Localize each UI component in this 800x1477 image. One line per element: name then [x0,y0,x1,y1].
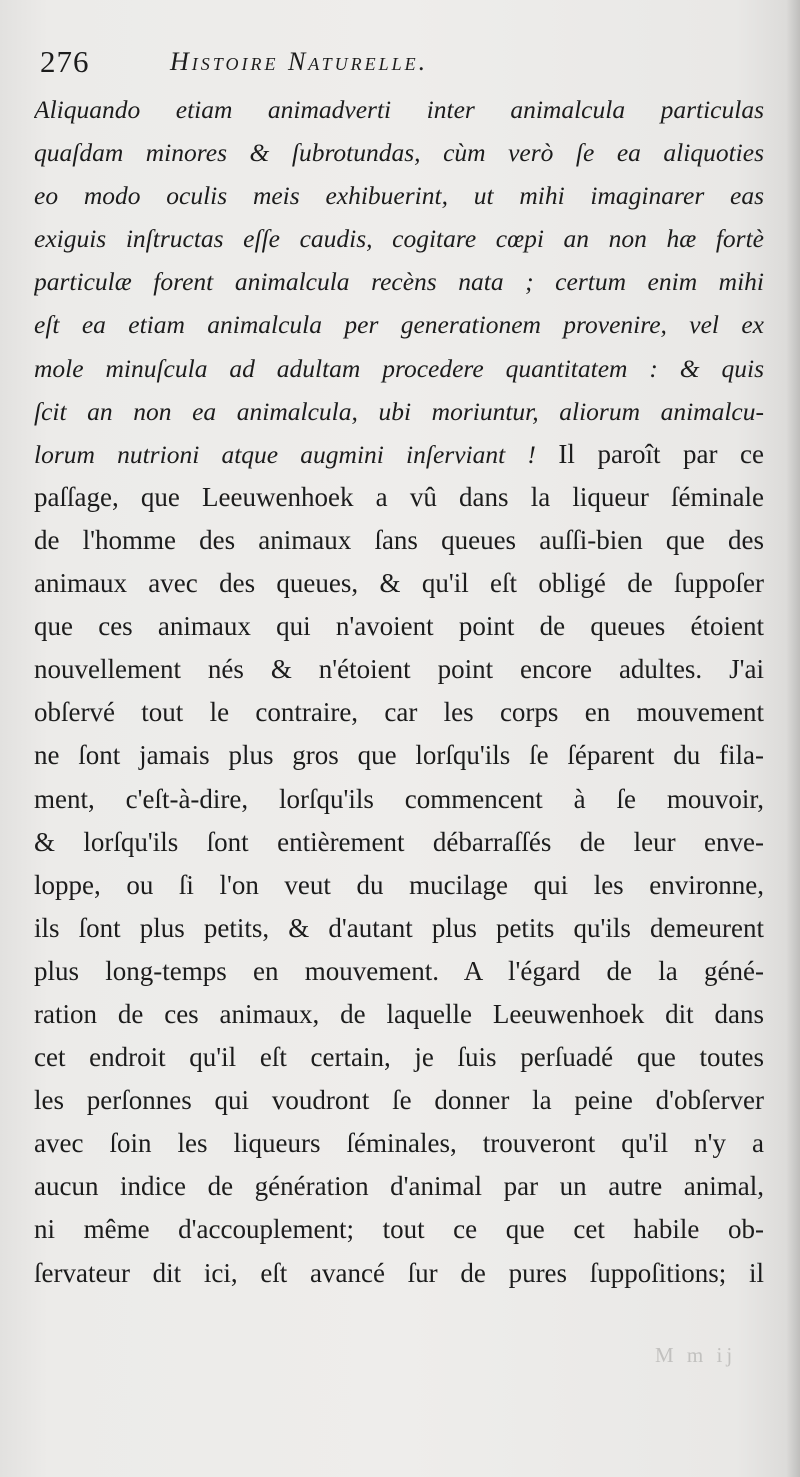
text-line: paſſage, que Leeuwenhoek a vû dans la liqueur ſéminale [34,481,764,512]
text-line: exiguis inſtructas eſſe caudis, cogitare cœpi an non hæ fortè [34,224,764,254]
text-line: ſervateur dit ici, eſt avancé ſur de pures ſuppoſitions; il [34,1257,764,1288]
text-line [34,433,764,476]
roman-segment: Il paroît par ce [535,438,764,469]
text-line: particulæ forent animalcula recèns nata ; certum enim mihi [34,267,764,297]
text-line: les perſonnes qui voudront ſe donner la peine d'obſerver [34,1085,764,1116]
text-line: & lorſqu'ils ſont entièrement débarraſſés de leur enve- [34,826,764,857]
text-line: ne ſont jamais plus gros que lorſqu'ils ſe ſéparent du fila- [34,740,764,771]
body-text [34,88,764,1295]
text-line: quaſdam minores & ſubrotundas, cùm verò ſe ea aliquoties [34,138,764,168]
italic-segment: lorum nutrioni atque augmini inſerviant ! [34,439,536,469]
text-line: animaux avec des queues, & qu'il eſt obligé de ſuppoſer [34,568,764,599]
text-line: loppe, ou ſi l'on veut du mucilage qui les environne, [34,869,764,900]
text-line: mole minuſcula ad adultam procedere quantitatem : & quis [34,353,764,383]
text-line: obſervé tout le contraire, car les corps en mouvement [34,697,764,728]
text-line: plus long-temps en mouvement. A l'égard de la géné- [34,955,764,986]
text-line: nouvellement nés & n'étoient point encore adultes. J'ai [34,654,764,685]
text-line: ment, c'eſt-à-dire, lorſqu'ils commencent à ſe mouvoir, [34,783,764,814]
text-line: ni même d'accouplement; tout ce que cet habile ob- [34,1214,764,1245]
text-line: ration de ces animaux, de laquelle Leeuwenhoek dit dans [34,998,764,1029]
page-edge-shadow [786,0,800,1477]
text-line: Aliquando etiam animadverti inter animalcula particulas [34,95,764,124]
text-line: aucun indice de génération d'animal par un autre animal, [34,1171,764,1202]
text-line: de l'homme des animaux ſans queues auſſi-bien que des [34,524,764,555]
text-line: eo modo oculis meis exhibuerint, ut mihi imaginarer eas [34,181,764,211]
text-line: eſt ea etiam animalcula per generationem provenire, vel ex [34,310,764,340]
text-line: avec ſoin les liqueurs ſéminales, trouveront qu'il n'y a [34,1128,764,1159]
page-number: 276 [40,44,90,79]
text-line: ils ſont plus petits, & d'autant plus petits qu'ils demeurent [34,912,764,943]
text-line: que ces animaux qui n'avoient point de queues étoient [34,611,764,642]
text-line: ſcit an non ea animalcula, ubi moriuntur, aliorum animalcu- [34,396,764,426]
page-header [40,42,760,82]
running-title: Histoire Naturelle. [170,47,429,76]
text-line: cet endroit qu'il eſt certain, je ſuis perſuadé que toutes [34,1042,764,1073]
signature-mark: M m ij [655,1343,737,1367]
